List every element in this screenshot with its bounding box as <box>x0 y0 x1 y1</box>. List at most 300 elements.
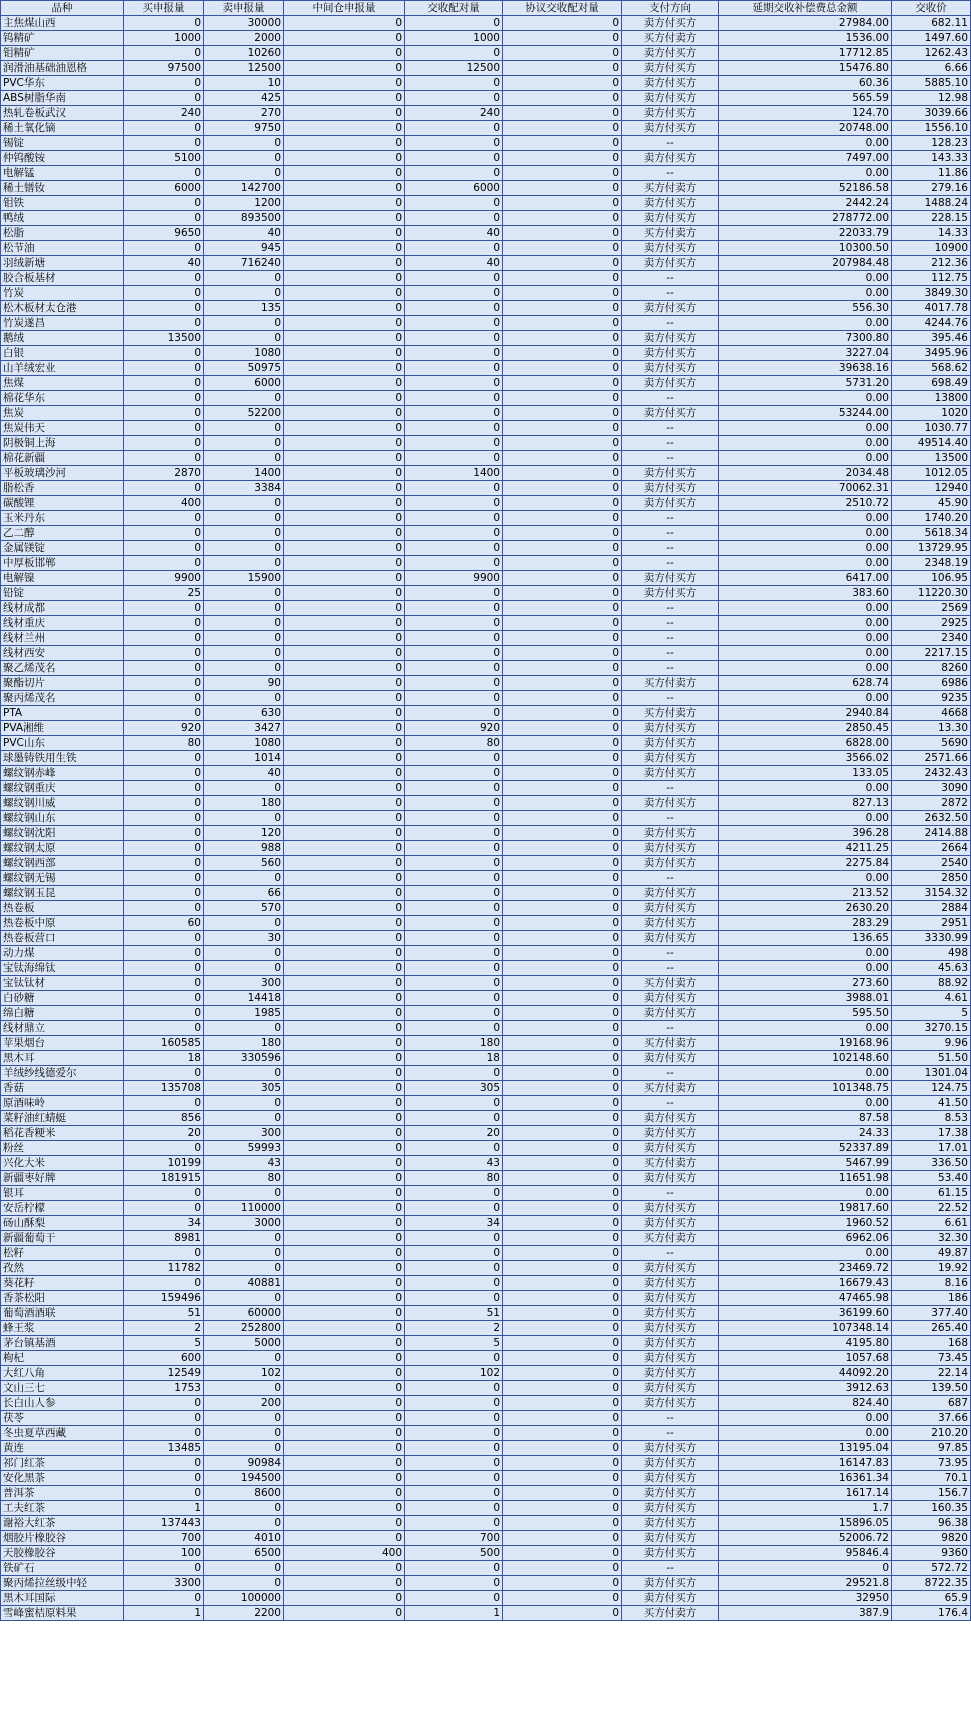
deferred-fee-total: 27984.00 <box>719 16 892 31</box>
payment-direction: 卖方付买方 <box>622 301 719 316</box>
agreement-matched-qty: 0 <box>503 1546 622 1561</box>
buy-qty: 0 <box>124 316 204 331</box>
sell-qty: 0 <box>204 286 284 301</box>
matched-qty: 0 <box>405 766 503 781</box>
sell-qty: 0 <box>204 586 284 601</box>
table-row <box>1 1441 971 1456</box>
product-name: 天胶橡胶谷 <box>1 1546 124 1561</box>
matched-qty: 0 <box>405 526 503 541</box>
table-row <box>1 481 971 496</box>
sell-qty: 2200 <box>204 1606 284 1621</box>
matched-qty: 0 <box>405 1066 503 1081</box>
delivery-price: 2569 <box>892 601 971 616</box>
table-row <box>1 1336 971 1351</box>
payment-direction: 卖方付买方 <box>622 796 719 811</box>
buy-qty: 0 <box>124 556 204 571</box>
buy-qty: 9650 <box>124 226 204 241</box>
deferred-fee-total: 1.7 <box>719 1501 892 1516</box>
buy-qty: 0 <box>124 856 204 871</box>
matched-qty: 43 <box>405 1156 503 1171</box>
buy-qty: 0 <box>124 811 204 826</box>
buy-qty: 2870 <box>124 466 204 481</box>
agreement-matched-qty: 0 <box>503 1276 622 1291</box>
deferred-fee-total: 136.65 <box>719 931 892 946</box>
payment-direction: -- <box>622 511 719 526</box>
product-name: 工夫红茶 <box>1 1501 124 1516</box>
product-name: 原酒味岭 <box>1 1096 124 1111</box>
deferred-fee-total: 29521.8 <box>719 1576 892 1591</box>
table-row <box>1 916 971 931</box>
matched-qty: 80 <box>405 1171 503 1186</box>
product-name: 茅台镇基酒 <box>1 1336 124 1351</box>
buy-qty: 13500 <box>124 331 204 346</box>
sell-qty: 142700 <box>204 181 284 196</box>
product-name: 平板玻璃沙河 <box>1 466 124 481</box>
buy-qty: 9900 <box>124 571 204 586</box>
deferred-fee-total: 1617.14 <box>719 1486 892 1501</box>
table-row <box>1 556 971 571</box>
sell-qty: 270 <box>204 106 284 121</box>
agreement-matched-qty: 0 <box>503 601 622 616</box>
agreement-matched-qty: 0 <box>503 1126 622 1141</box>
midwarehouse-qty: 0 <box>284 91 405 106</box>
agreement-matched-qty: 0 <box>503 916 622 931</box>
deferred-fee-total: 101348.75 <box>719 1081 892 1096</box>
delivery-price: 228.15 <box>892 211 971 226</box>
matched-qty: 1 <box>405 1606 503 1621</box>
payment-direction: -- <box>622 1246 719 1261</box>
product-name: 铅锭 <box>1 586 124 601</box>
header-row <box>1 1 971 16</box>
payment-direction: 卖方付买方 <box>622 16 719 31</box>
agreement-matched-qty: 0 <box>503 886 622 901</box>
midwarehouse-qty: 0 <box>284 1291 405 1306</box>
midwarehouse-qty: 0 <box>284 496 405 511</box>
payment-direction: 卖方付买方 <box>622 1486 719 1501</box>
sell-qty: 60000 <box>204 1306 284 1321</box>
header-payment-direction: 支付方向 <box>622 1 719 16</box>
payment-direction: 卖方付买方 <box>622 1471 719 1486</box>
agreement-matched-qty: 0 <box>503 946 622 961</box>
table-row <box>1 1516 971 1531</box>
delivery-price: 8260 <box>892 661 971 676</box>
midwarehouse-qty: 0 <box>284 1276 405 1291</box>
midwarehouse-qty: 0 <box>284 1516 405 1531</box>
delivery-price: 3039.66 <box>892 106 971 121</box>
table-row <box>1 601 971 616</box>
product-name: 聚丙烯茂名 <box>1 691 124 706</box>
matched-qty: 0 <box>405 916 503 931</box>
matched-qty: 920 <box>405 721 503 736</box>
product-name: 谢裕大红茶 <box>1 1516 124 1531</box>
matched-qty: 80 <box>405 736 503 751</box>
matched-qty: 0 <box>405 946 503 961</box>
delivery-price: 2217.15 <box>892 646 971 661</box>
delivery-price: 1030.77 <box>892 421 971 436</box>
sell-qty: 0 <box>204 661 284 676</box>
matched-qty: 0 <box>405 646 503 661</box>
deferred-fee-total: 16147.83 <box>719 1456 892 1471</box>
midwarehouse-qty: 0 <box>284 586 405 601</box>
delivery-price: 1740.20 <box>892 511 971 526</box>
payment-direction: 卖方付买方 <box>622 1216 719 1231</box>
table-row <box>1 1426 971 1441</box>
table-row <box>1 421 971 436</box>
delivery-price: 73.45 <box>892 1351 971 1366</box>
table-row <box>1 211 971 226</box>
buy-qty: 5100 <box>124 151 204 166</box>
agreement-matched-qty: 0 <box>503 31 622 46</box>
sell-qty: 6000 <box>204 376 284 391</box>
midwarehouse-qty: 0 <box>284 1336 405 1351</box>
sell-qty: 0 <box>204 1111 284 1126</box>
midwarehouse-qty: 0 <box>284 871 405 886</box>
delivery-price: 14.33 <box>892 226 971 241</box>
matched-qty: 0 <box>405 136 503 151</box>
matched-qty: 40 <box>405 226 503 241</box>
buy-qty: 0 <box>124 766 204 781</box>
table-row <box>1 106 971 121</box>
midwarehouse-qty: 0 <box>284 1606 405 1621</box>
payment-direction: 卖方付买方 <box>622 916 719 931</box>
product-name: 松节油 <box>1 241 124 256</box>
payment-direction: 卖方付买方 <box>622 256 719 271</box>
sell-qty: 0 <box>204 871 284 886</box>
product-name: 稀土氧化镝 <box>1 121 124 136</box>
header-midwarehouse-qty: 中间仓申报量 <box>284 1 405 16</box>
sell-qty: 252800 <box>204 1321 284 1336</box>
delivery-price: 51.50 <box>892 1051 971 1066</box>
table-row <box>1 151 971 166</box>
table-row <box>1 691 971 706</box>
table-row <box>1 16 971 31</box>
table-row <box>1 721 971 736</box>
delivery-price: 13500 <box>892 451 971 466</box>
matched-qty: 0 <box>405 781 503 796</box>
product-name: 冬虫夏草西藏 <box>1 1426 124 1441</box>
agreement-matched-qty: 0 <box>503 1111 622 1126</box>
payment-direction: 买方付卖方 <box>622 1081 719 1096</box>
table-body <box>1 16 971 1621</box>
matched-qty: 0 <box>405 451 503 466</box>
matched-qty: 0 <box>405 901 503 916</box>
agreement-matched-qty: 0 <box>503 661 622 676</box>
matched-qty: 0 <box>405 661 503 676</box>
table-row <box>1 1261 971 1276</box>
matched-qty: 0 <box>405 631 503 646</box>
midwarehouse-qty: 0 <box>284 1141 405 1156</box>
payment-direction: 卖方付买方 <box>622 1051 719 1066</box>
delivery-price: 73.95 <box>892 1456 971 1471</box>
matched-qty: 0 <box>405 706 503 721</box>
buy-qty: 0 <box>124 1201 204 1216</box>
deferred-fee-total: 283.29 <box>719 916 892 931</box>
sell-qty: 50975 <box>204 361 284 376</box>
midwarehouse-qty: 0 <box>284 796 405 811</box>
payment-direction: 卖方付买方 <box>622 151 719 166</box>
delivery-price: 698.49 <box>892 376 971 391</box>
matched-qty: 0 <box>405 826 503 841</box>
product-name: 文山三七 <box>1 1381 124 1396</box>
agreement-matched-qty: 0 <box>503 466 622 481</box>
sell-qty: 300 <box>204 1126 284 1141</box>
table-row <box>1 661 971 676</box>
sell-qty: 305 <box>204 1081 284 1096</box>
deferred-fee-total: 22033.79 <box>719 226 892 241</box>
deferred-fee-total: 32950 <box>719 1591 892 1606</box>
sell-qty: 52200 <box>204 406 284 421</box>
deferred-fee-total: 13195.04 <box>719 1441 892 1456</box>
sell-qty: 893500 <box>204 211 284 226</box>
sell-qty: 0 <box>204 1426 284 1441</box>
delivery-price: 265.40 <box>892 1321 971 1336</box>
sell-qty: 12500 <box>204 61 284 76</box>
midwarehouse-qty: 0 <box>284 466 405 481</box>
deferred-fee-total: 0.00 <box>719 526 892 541</box>
buy-qty: 0 <box>124 241 204 256</box>
table-row <box>1 286 971 301</box>
buy-qty: 0 <box>124 796 204 811</box>
deferred-fee-total: 7497.00 <box>719 151 892 166</box>
sell-qty: 0 <box>204 1246 284 1261</box>
agreement-matched-qty: 0 <box>503 556 622 571</box>
table-row <box>1 1366 971 1381</box>
agreement-matched-qty: 0 <box>503 1366 622 1381</box>
deferred-fee-total: 0.00 <box>719 541 892 556</box>
buy-qty: 159496 <box>124 1291 204 1306</box>
delivery-price: 682.11 <box>892 16 971 31</box>
sell-qty: 0 <box>204 271 284 286</box>
payment-direction: -- <box>622 271 719 286</box>
product-name: 螺纹钢川威 <box>1 796 124 811</box>
deferred-fee-total: 52337.89 <box>719 1141 892 1156</box>
delivery-price: 5885.10 <box>892 76 971 91</box>
payment-direction: -- <box>622 1411 719 1426</box>
deferred-fee-total: 4211.25 <box>719 841 892 856</box>
midwarehouse-qty: 0 <box>284 1531 405 1546</box>
matched-qty: 0 <box>405 856 503 871</box>
midwarehouse-qty: 0 <box>284 751 405 766</box>
sell-qty: 0 <box>204 1231 284 1246</box>
buy-qty: 0 <box>124 16 204 31</box>
buy-qty: 0 <box>124 1591 204 1606</box>
deferred-fee-total: 124.70 <box>719 106 892 121</box>
buy-qty: 135708 <box>124 1081 204 1096</box>
sell-qty: 43 <box>204 1156 284 1171</box>
sell-qty: 15900 <box>204 571 284 586</box>
deferred-fee-total: 95846.4 <box>719 1546 892 1561</box>
midwarehouse-qty: 0 <box>284 916 405 931</box>
payment-direction: 卖方付买方 <box>622 1006 719 1021</box>
matched-qty: 0 <box>405 151 503 166</box>
sell-qty: 0 <box>204 646 284 661</box>
table-row <box>1 1591 971 1606</box>
product-name: 山羊绒宏业 <box>1 361 124 376</box>
payment-direction: 卖方付买方 <box>622 721 719 736</box>
midwarehouse-qty: 0 <box>284 331 405 346</box>
buy-qty: 100 <box>124 1546 204 1561</box>
buy-qty: 0 <box>124 646 204 661</box>
table-row <box>1 1321 971 1336</box>
product-name: 香菇 <box>1 1081 124 1096</box>
midwarehouse-qty: 0 <box>284 196 405 211</box>
agreement-matched-qty: 0 <box>503 406 622 421</box>
sell-qty: 0 <box>204 946 284 961</box>
midwarehouse-qty: 0 <box>284 961 405 976</box>
matched-qty: 0 <box>405 1006 503 1021</box>
midwarehouse-qty: 0 <box>284 1426 405 1441</box>
sell-qty: 0 <box>204 1066 284 1081</box>
buy-qty: 0 <box>124 961 204 976</box>
table-row <box>1 226 971 241</box>
product-name: 螺纹钢山东 <box>1 811 124 826</box>
table-row <box>1 1381 971 1396</box>
product-name: 螺纹钢西部 <box>1 856 124 871</box>
table-row <box>1 541 971 556</box>
sell-qty: 3000 <box>204 1216 284 1231</box>
product-name: 螺纹钢赤峰 <box>1 766 124 781</box>
delivery-price: 2951 <box>892 916 971 931</box>
buy-qty: 0 <box>124 931 204 946</box>
matched-qty: 0 <box>405 1201 503 1216</box>
agreement-matched-qty: 0 <box>503 1156 622 1171</box>
agreement-matched-qty: 0 <box>503 1051 622 1066</box>
sell-qty: 80 <box>204 1171 284 1186</box>
payment-direction: 买方付卖方 <box>622 1606 719 1621</box>
sell-qty: 0 <box>204 1381 284 1396</box>
sell-qty: 1400 <box>204 466 284 481</box>
midwarehouse-qty: 0 <box>284 826 405 841</box>
midwarehouse-qty: 0 <box>284 856 405 871</box>
buy-qty: 1 <box>124 1606 204 1621</box>
sell-qty: 2000 <box>204 31 284 46</box>
midwarehouse-qty: 0 <box>284 256 405 271</box>
sell-qty: 135 <box>204 301 284 316</box>
sell-qty: 0 <box>204 781 284 796</box>
agreement-matched-qty: 0 <box>503 1576 622 1591</box>
matched-qty: 180 <box>405 1036 503 1051</box>
sell-qty: 4010 <box>204 1531 284 1546</box>
delivery-price: 112.75 <box>892 271 971 286</box>
agreement-matched-qty: 0 <box>503 1171 622 1186</box>
deferred-fee-total: 3912.63 <box>719 1381 892 1396</box>
table-row <box>1 931 971 946</box>
buy-qty: 0 <box>124 1096 204 1111</box>
agreement-matched-qty: 0 <box>503 1531 622 1546</box>
midwarehouse-qty: 0 <box>284 1576 405 1591</box>
table-row <box>1 181 971 196</box>
matched-qty: 0 <box>405 406 503 421</box>
buy-qty: 0 <box>124 1276 204 1291</box>
midwarehouse-qty: 0 <box>284 436 405 451</box>
payment-direction: 卖方付买方 <box>622 1126 719 1141</box>
agreement-matched-qty: 0 <box>503 1516 622 1531</box>
matched-qty: 0 <box>405 286 503 301</box>
midwarehouse-qty: 0 <box>284 121 405 136</box>
matched-qty: 20 <box>405 1126 503 1141</box>
delivery-price: 3154.32 <box>892 886 971 901</box>
delivery-price: 498 <box>892 946 971 961</box>
delivery-price: 9360 <box>892 1546 971 1561</box>
sell-qty: 30000 <box>204 16 284 31</box>
delivery-price: 1497.60 <box>892 31 971 46</box>
deferred-fee-total: 47465.98 <box>719 1291 892 1306</box>
product-name: 菜籽油红蜻蜓 <box>1 1111 124 1126</box>
product-name: 钼精矿 <box>1 46 124 61</box>
product-name: 动力煤 <box>1 946 124 961</box>
deferred-fee-total: 0.00 <box>719 1246 892 1261</box>
product-name: ABS树脂华南 <box>1 91 124 106</box>
delivery-price: 186 <box>892 1291 971 1306</box>
table-row <box>1 886 971 901</box>
sell-qty: 0 <box>204 916 284 931</box>
agreement-matched-qty: 0 <box>503 796 622 811</box>
sell-qty: 0 <box>204 1411 284 1426</box>
deferred-fee-total: 0.00 <box>719 946 892 961</box>
product-name: 球墨铸铁用生铁 <box>1 751 124 766</box>
midwarehouse-qty: 0 <box>284 1321 405 1336</box>
matched-qty: 240 <box>405 106 503 121</box>
sell-qty: 102 <box>204 1366 284 1381</box>
deferred-fee-total: 0.00 <box>719 1066 892 1081</box>
product-name: 锡锭 <box>1 136 124 151</box>
agreement-matched-qty: 0 <box>503 346 622 361</box>
product-name: 阴极铜上海 <box>1 436 124 451</box>
product-name: 螺纹钢沈阳 <box>1 826 124 841</box>
matched-qty: 6000 <box>405 181 503 196</box>
product-name: 棉花新疆 <box>1 451 124 466</box>
midwarehouse-qty: 0 <box>284 1156 405 1171</box>
deferred-fee-total: 11651.98 <box>719 1171 892 1186</box>
payment-direction: -- <box>622 691 719 706</box>
matched-qty: 0 <box>405 1486 503 1501</box>
buy-qty: 0 <box>124 511 204 526</box>
buy-qty: 2 <box>124 1321 204 1336</box>
midwarehouse-qty: 0 <box>284 76 405 91</box>
agreement-matched-qty: 0 <box>503 1066 622 1081</box>
deferred-fee-total: 2034.48 <box>719 466 892 481</box>
deferred-fee-total: 0.00 <box>719 961 892 976</box>
delivery-price: 97.85 <box>892 1441 971 1456</box>
matched-qty: 305 <box>405 1081 503 1096</box>
product-name: 竹炭 <box>1 286 124 301</box>
midwarehouse-qty: 0 <box>284 1186 405 1201</box>
delivery-price: 45.63 <box>892 961 971 976</box>
buy-qty: 0 <box>124 346 204 361</box>
payment-direction: -- <box>622 1066 719 1081</box>
deferred-fee-total: 0.00 <box>719 451 892 466</box>
payment-direction: 卖方付买方 <box>622 1366 719 1381</box>
payment-direction: 卖方付买方 <box>622 346 719 361</box>
agreement-matched-qty: 0 <box>503 541 622 556</box>
midwarehouse-qty: 0 <box>284 1111 405 1126</box>
matched-qty: 0 <box>405 1426 503 1441</box>
payment-direction: 卖方付买方 <box>622 376 719 391</box>
midwarehouse-qty: 0 <box>284 661 405 676</box>
buy-qty: 0 <box>124 91 204 106</box>
midwarehouse-qty: 0 <box>284 451 405 466</box>
midwarehouse-qty: 0 <box>284 676 405 691</box>
matched-qty: 1400 <box>405 466 503 481</box>
agreement-matched-qty: 0 <box>503 1036 622 1051</box>
midwarehouse-qty: 0 <box>284 811 405 826</box>
payment-direction: -- <box>622 541 719 556</box>
buy-qty: 600 <box>124 1351 204 1366</box>
buy-qty: 0 <box>124 751 204 766</box>
matched-qty: 0 <box>405 346 503 361</box>
buy-qty: 0 <box>124 166 204 181</box>
table-row <box>1 361 971 376</box>
